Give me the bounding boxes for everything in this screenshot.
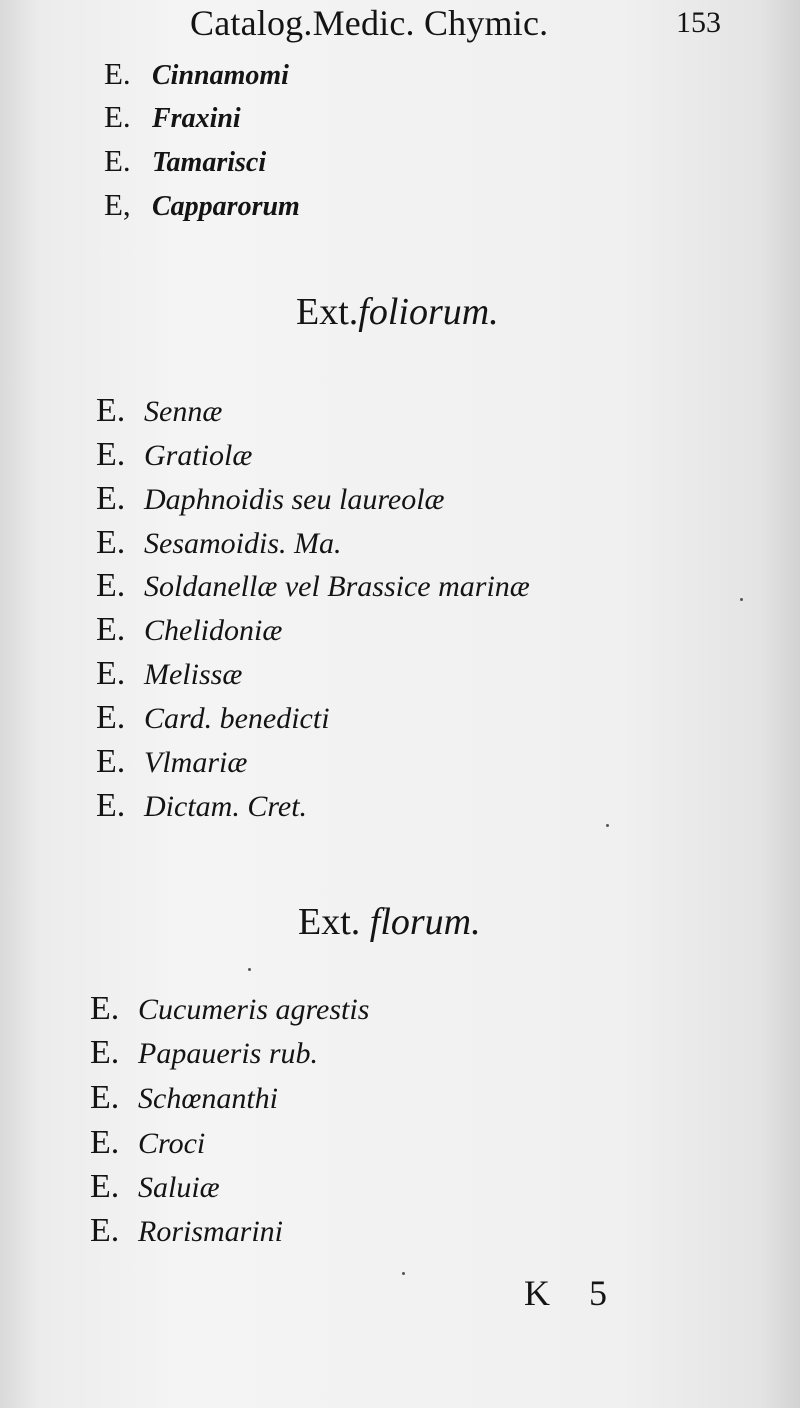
list-item (90, 1034, 318, 1072)
list-item (96, 655, 242, 693)
running-head: Catalog.Medic. Chymic. (190, 3, 549, 43)
entry-name: Cinnamomi (152, 60, 289, 91)
list-item (96, 567, 530, 605)
list-item (104, 99, 241, 135)
list-item (104, 187, 300, 223)
list-item (96, 787, 307, 825)
entry-letter: E, (104, 187, 131, 222)
entry-name: Tamarisci (152, 147, 267, 178)
list-item (90, 1168, 220, 1206)
heading-italic: florum. (369, 901, 481, 943)
entry-letter: E. (96, 480, 126, 517)
list-item (104, 56, 289, 92)
entry-letter: E. (96, 787, 126, 824)
entry-name: Saluiæ (138, 1171, 220, 1204)
list-item (96, 392, 222, 430)
entry-name: Sennæ (144, 395, 223, 428)
list-item (90, 1212, 283, 1250)
section-heading-florum (298, 900, 481, 944)
paper-speck (402, 1272, 405, 1275)
entry-letter: E. (104, 56, 131, 91)
entry-name: Melissæ (144, 658, 243, 691)
entry-letter: E. (96, 655, 126, 692)
entry-letter: E. (90, 990, 120, 1027)
signature-mark: K 5 (524, 1273, 607, 1313)
entry-name: Gratiolæ (144, 439, 253, 472)
entry-name: Schœnanthi (138, 1082, 278, 1115)
entry-name: Vlmariæ (144, 746, 248, 779)
entry-letter: E. (90, 1079, 120, 1116)
entry-name: Cucumeris agrestis (138, 993, 370, 1026)
entry-letter: E. (96, 524, 126, 561)
entry-name: Chelidoniæ (144, 614, 283, 647)
list-item (96, 611, 282, 649)
list-item (96, 480, 445, 518)
list-item (96, 524, 342, 562)
entry-letter: E. (90, 1168, 120, 1205)
entry-letter: E. (90, 1124, 120, 1161)
list-item (90, 990, 369, 1028)
section-heading-foliorum (296, 290, 499, 334)
entry-letter: E. (90, 1034, 120, 1071)
entry-letter: E. (104, 99, 131, 134)
entry-name: Daphnoidis seu laureolæ (144, 483, 445, 516)
page-number: 153 (676, 6, 721, 39)
entry-letter: E. (96, 392, 126, 429)
list-item (96, 436, 252, 474)
list-item (90, 1124, 205, 1162)
entry-letter: E. (96, 611, 126, 648)
entry-name: Dictam. Cret. (144, 790, 308, 823)
entry-name: Sesamoidis. Ma. (144, 527, 342, 560)
entry-letter: E. (90, 1212, 120, 1249)
entry-letter: E. (96, 743, 126, 780)
entry-name: Rorismarini (138, 1215, 284, 1248)
entry-letter: E. (104, 143, 131, 178)
paper-speck (248, 968, 251, 971)
entry-letter: E. (96, 699, 126, 736)
heading-italic: foliorum. (358, 291, 499, 333)
list-item (90, 1079, 278, 1117)
entry-name: Papaueris rub. (138, 1037, 318, 1070)
list-item (104, 143, 266, 179)
heading-prefix: Ext. (296, 291, 359, 333)
paper-speck (606, 824, 609, 827)
entry-name: Fraxini (152, 103, 241, 134)
entry-name: Card. benedicti (144, 702, 330, 735)
entry-letter: E. (96, 436, 126, 473)
list-item (96, 743, 247, 781)
entry-letter: E. (96, 567, 126, 604)
paper-speck (740, 598, 743, 601)
list-item (96, 699, 330, 737)
entry-name: Capparorum (152, 191, 300, 222)
heading-prefix: Ext. (298, 901, 361, 943)
entry-name: Croci (138, 1127, 206, 1160)
entry-name: Soldanellæ vel Brassice marinæ (144, 570, 530, 603)
